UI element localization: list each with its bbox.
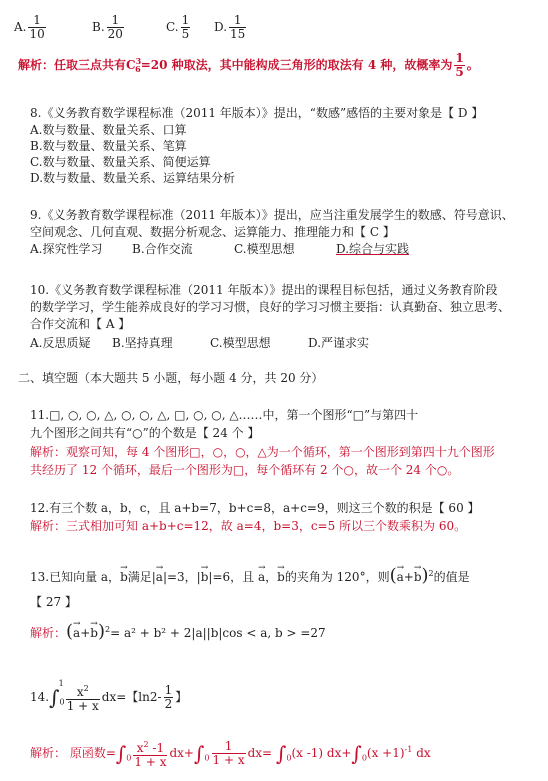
q11-stem-line2: 九个图形之间共有“○”的个数是【 24 个 】 bbox=[30, 426, 260, 440]
q13-stem: 13.已知向量 a，→ b满足|→ a|=3，|→ b|=6，且 → a，→ b的夹角为 120°，则(→ a+→ b)$^2$的值是 bbox=[30, 566, 470, 585]
q9-option-c: C.模型思想 bbox=[234, 242, 295, 256]
q7-option-a: A. $\frac{1}{10}$ bbox=[14, 13, 45, 41]
q13-answer: 【 27 】 bbox=[30, 595, 77, 609]
q13-analysis: 解析：(→ a+→ b)$^2$= a² + b² + 2|a||b|cos < a, b > =27 bbox=[30, 622, 326, 641]
q10-options bbox=[30, 335, 370, 351]
q12-stem: 12.有三个数 a，b，c，且 a+b=7，b+c=8，a+c=9，则这三个数的积是【 60 】 bbox=[30, 501, 480, 515]
q10-stem-line3: 合作交流和【 A 】 bbox=[30, 317, 131, 331]
q11-analysis-line2: 共经历了 12 个循环，最后一个图形为□，每个循环有 2 个○，故一个 24 个○。 bbox=[30, 463, 460, 477]
q7-options bbox=[0, 8, 548, 41]
q8-option-c: C.数与数量、数量关系、简便运算 bbox=[30, 155, 211, 169]
q8-option-b: B.数与数量、数量关系、笔算 bbox=[30, 139, 187, 153]
q11-analysis-line1: 解析：观察可知，每 4 个图形□，○，○，△为一个循环，第一个图形到第四十九个图形 bbox=[30, 445, 495, 459]
q8-option-d: D.数与数量、数量关系、运算结果分析 bbox=[30, 171, 236, 185]
q7-option-d: D. $\frac{1}{15}$ bbox=[214, 13, 246, 41]
q14-analysis: 解析： 原函数$=\int_0$ $\frac{x^2 -1}{1 + x}$ $dx+\int_0$ $\frac{1}{1 + x}$ $dx= \int_0(x$ -1) $dx+\int_0(x +1)^{-1}$ dx bbox=[30, 739, 431, 769]
q10-option-b: B.坚持真理 bbox=[112, 336, 173, 350]
q9-stem-line1: 9.《义务教育数学课程标准（2011 年版本）》提出，应当注重发展学生的数感、符号意识、 bbox=[30, 208, 514, 222]
q7-option-c: C. $\frac{1}{5}$ bbox=[166, 13, 190, 41]
q11-stem-line1: 11.□, ○, ○, △, ○, ○, △, □, ○, ○, △……中，第一个图形“□”与第四十 bbox=[30, 408, 419, 422]
q9-option-b: B.合作交流 bbox=[132, 242, 193, 256]
q9-option-d: D.综合与实践 bbox=[336, 242, 410, 256]
q8-stem: 8.《义务教育数学课程标准（2011 年版本）》提出，“数感”感悟的主要对象是【 D 】 bbox=[30, 106, 484, 120]
q9-options bbox=[30, 241, 410, 257]
q8-option-a: A.数与数量、数量关系、口算 bbox=[30, 123, 187, 137]
q10-option-c: C.模型思想 bbox=[210, 336, 271, 350]
q14-stem: $14.\int_0^1$ $\frac{x^2}{1 + x}$ dx=【ln2- $\frac{1}{2}$ 】 bbox=[30, 679, 188, 713]
q10-stem-line1: 10.《义务教育数学课程标准（2011 年版本）》提出的课程目标包括，通过义务教育阶段 bbox=[30, 283, 498, 297]
q9-option-a: A.探究性学习 bbox=[30, 242, 103, 256]
section-heading: 二、填空题（本大题共 5 小题，每小题 4 分，共 20 分） bbox=[18, 371, 324, 385]
q10-option-a: A.反思质疑 bbox=[30, 336, 91, 350]
q12-analysis: 解析：三式相加可知 a+b+c=12，故 a=4，b=3，c=5 所以三个数乘积为 60。 bbox=[30, 519, 467, 533]
q9-stem-line2: 空间观念、几何直观、数据分析观念、运算能力、推理能力和【 C 】 bbox=[30, 225, 395, 239]
q10-option-d: D.严谨求实 bbox=[308, 336, 370, 350]
q7-option-b: B. $\frac{1}{20}$ bbox=[92, 13, 123, 41]
q10-stem-line2: 的数学学习，学生能养成良好的学习习惯，良好的学习习惯主要指：认真勤奋、独立思考、 bbox=[30, 300, 511, 314]
q7-analysis: 解析：任取三点共有$C^3_6=20$ 种取法，其中能构成三角形的取法有 4 种，故概率为 $\frac{1}{5}$ 。 bbox=[18, 51, 479, 79]
